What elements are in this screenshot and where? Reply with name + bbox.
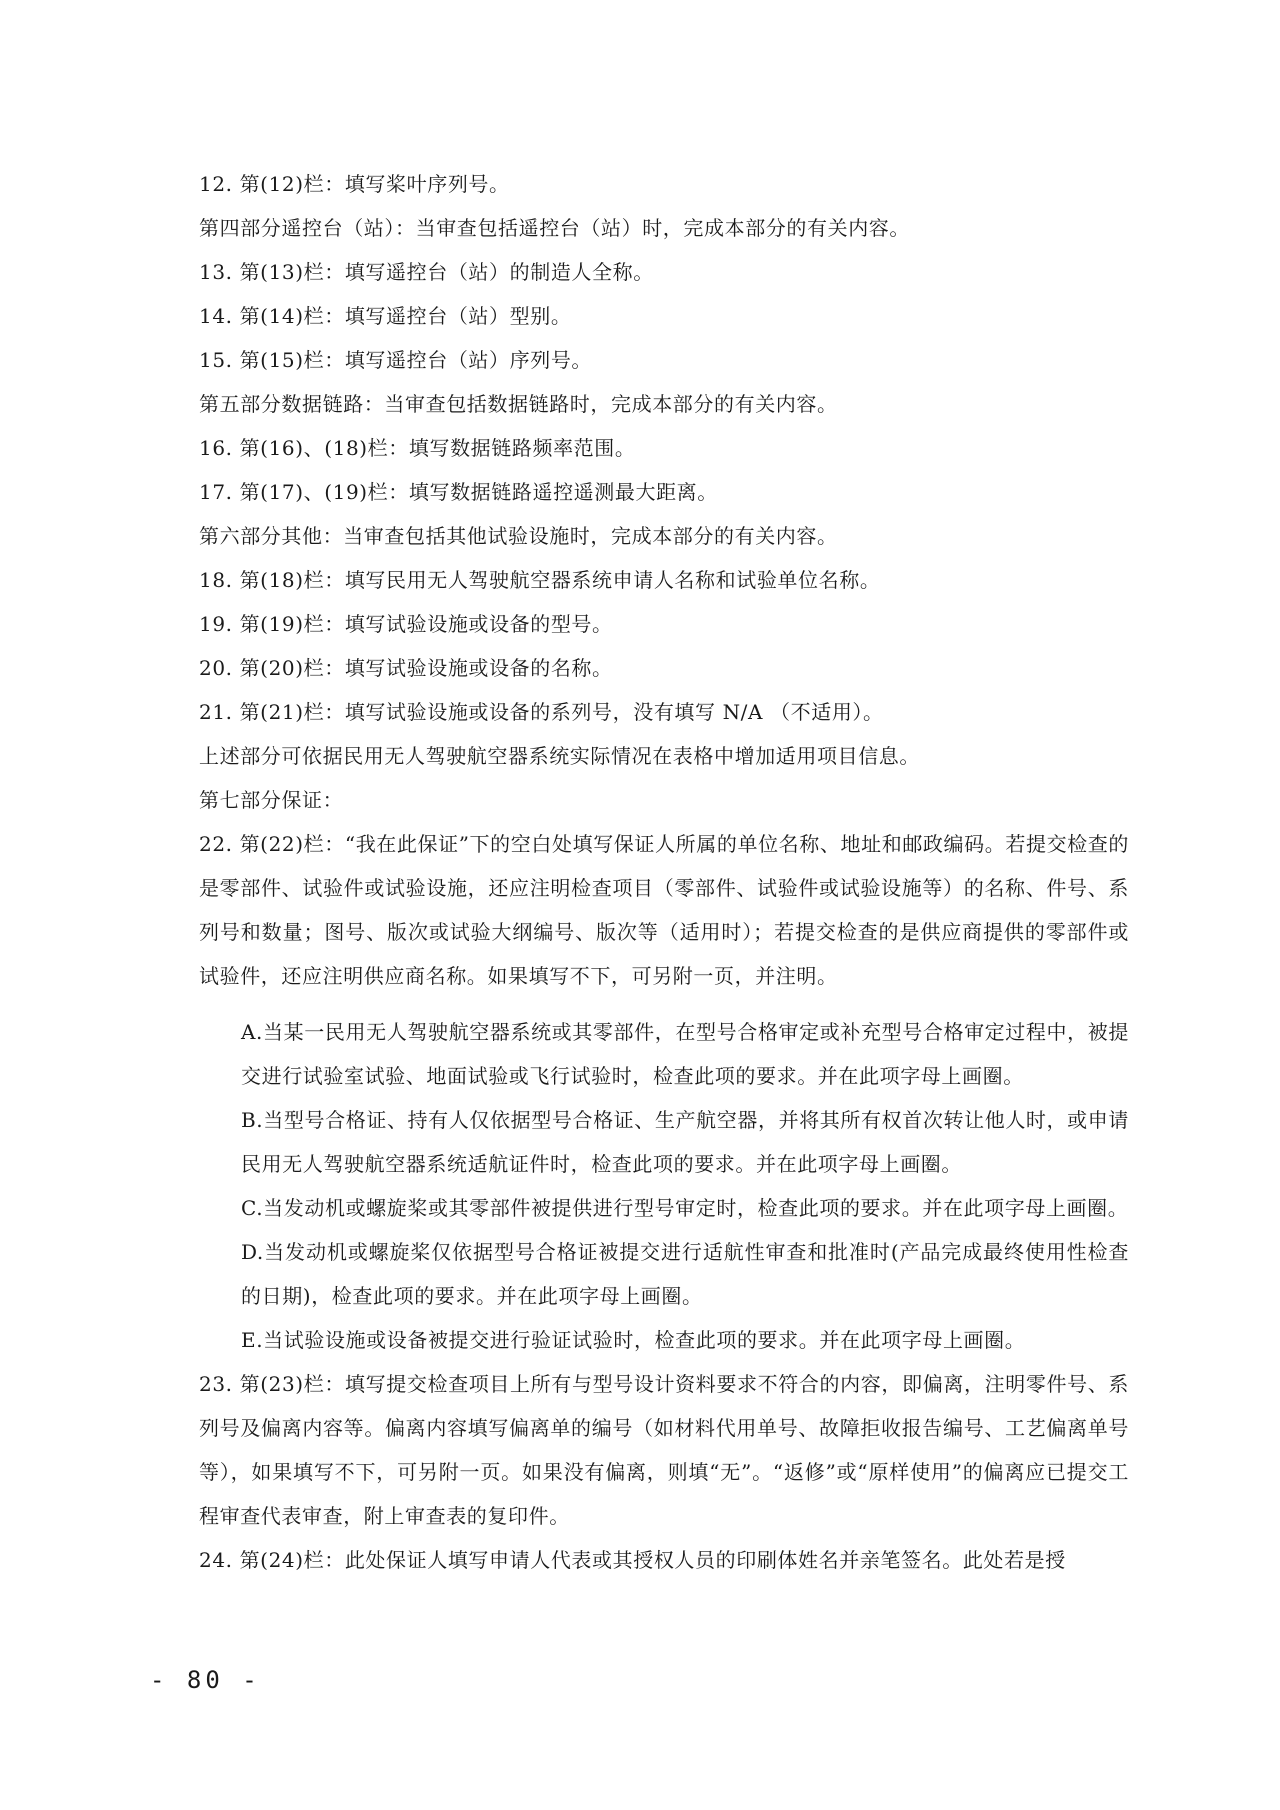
option-e: E.当试验设施或设备被提交进行验证试验时，检查此项的要求。并在此项字母上画圈。	[241, 1328, 1026, 1352]
item-23: 23. 第(23)栏：填写提交检查项目上所有与型号设计资料要求不符合的内容，即偏离，注明零件号、系列号及偏离内容等。偏离内容填写偏离单的编号（如材料代用单号、故障拒收报告编号、工艺偏离单号等），如果填写不下，可另附一页。如果没有偏离，则填“无”。“返修”或“原样使用”的偏离应已提交工程审查代表审查，附上审查表的复印件。	[199, 1372, 1129, 1528]
item-18: 18. 第(18)栏：填写民用无人驾驶航空器系统申请人名称和试验单位名称。	[199, 568, 881, 592]
supplement-note: 上述部分可依据民用无人驾驶航空器系统实际情况在表格中增加适用项目信息。	[199, 744, 920, 768]
item-19: 19. 第(19)栏：填写试验设施或设备的型号。	[199, 612, 613, 636]
option-c: C.当发动机或螺旋桨或其零部件被提供进行型号审定时，检查此项的要求。并在此项字母上画圈。	[241, 1196, 1129, 1220]
item-21: 21. 第(21)栏：填写试验设施或设备的系列号，没有填写 N/A （不适用）。	[199, 700, 884, 724]
section-7-heading: 第七部分保证：	[199, 788, 344, 812]
section-5-heading: 第五部分数据链路：当审查包括数据链路时，完成本部分的有关内容。	[199, 392, 838, 416]
item-12: 12. 第(12)栏：填写桨叶序列号。	[199, 172, 510, 196]
option-b: B.当型号合格证、持有人仅依据型号合格证、生产航空器，并将其所有权首次转让他人时，或申请民用无人驾驶航空器系统适航证件时，检查此项的要求。并在此项字母上画圈。	[241, 1108, 1129, 1176]
item-13: 13. 第(13)栏：填写遥控台（站）的制造人全称。	[199, 260, 654, 284]
page-number: - 80 -	[150, 1666, 261, 1694]
item-22: 22. 第(22)栏：“我在此保证”下的空白处填写保证人所属的单位名称、地址和邮政编码。若提交检查的是零部件、试验件或试验设施，还应注明检查项目（零部件、试验件或试验设施等）的名称、件号、系列号和数量；图号、版次或试验大纲编号、版次等（适用时）；若提交检查的是供应商提供的零部件或试验件，还应注明供应商名称。如果填写不下，可另附一页，并注明。	[199, 832, 1129, 988]
option-a: A.当某一民用无人驾驶航空器系统或其零部件，在型号合格审定或补充型号合格审定过程中，被提交进行试验室试验、地面试验或飞行试验时，检查此项的要求。并在此项字母上画圈。	[241, 1020, 1129, 1088]
item-15: 15. 第(15)栏：填写遥控台（站）序列号。	[199, 348, 593, 372]
item-22-options	[241, 1010, 1129, 1362]
item-20: 20. 第(20)栏：填写试验设施或设备的名称。	[199, 656, 613, 680]
item-14: 14. 第(14)栏：填写遥控台（站）型别。	[199, 304, 572, 328]
option-d: D.当发动机或螺旋桨仅依据型号合格证被提交进行适航性审查和批准时(产品完成最终使用性检查的日期)，检查此项的要求。并在此项字母上画圈。	[241, 1240, 1129, 1308]
section-6-heading: 第六部分其他：当审查包括其他试验设施时，完成本部分的有关内容。	[199, 524, 838, 548]
item-17: 17. 第(17)、(19)栏：填写数据链路遥控遥测最大距离。	[199, 480, 718, 504]
section-4-heading: 第四部分遥控台（站）：当审查包括遥控台（站）时，完成本部分的有关内容。	[199, 216, 910, 240]
item-16: 16. 第(16)、(18)栏：填写数据链路频率范围。	[199, 436, 636, 460]
document-body	[199, 162, 1129, 1582]
item-24: 24. 第(24)栏：此处保证人填写申请人代表或其授权人员的印刷体姓名并亲笔签名。此处若是授	[199, 1548, 1066, 1572]
